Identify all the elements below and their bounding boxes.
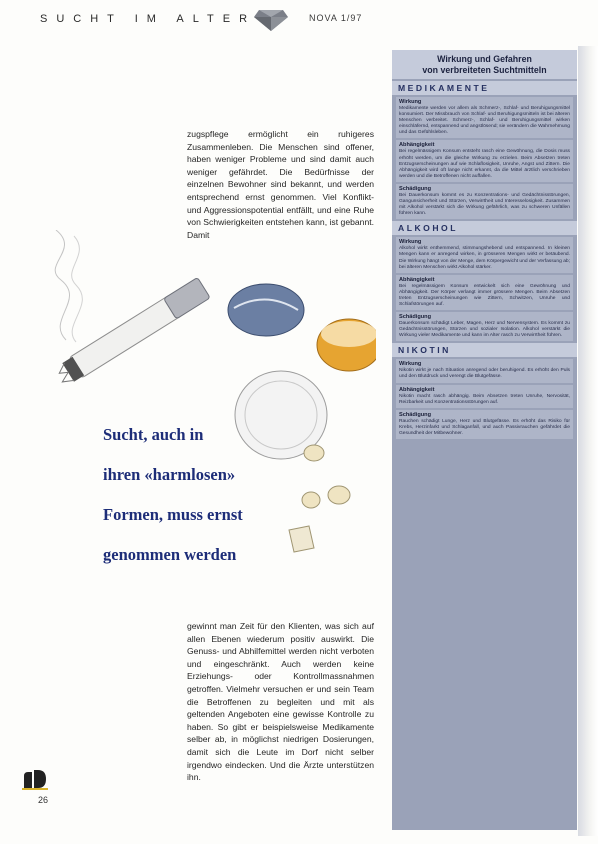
issue-label: NOVA 1/97 — [309, 13, 363, 23]
block-heading: Schädigung — [399, 411, 432, 418]
sidebar-title-line: Wirkung und Gefahren — [437, 54, 532, 64]
sidebar-title-line: von verbreiteten Suchtmitteln — [422, 65, 547, 75]
block-heading: Abhängigkeit — [399, 276, 435, 283]
diamond-emblem-icon — [253, 8, 289, 32]
info-block — [396, 140, 573, 181]
headline — [103, 425, 333, 585]
info-block — [396, 410, 573, 439]
headline-line: genommen werden — [103, 545, 237, 564]
body-paragraph-top: zugspflege ermöglicht ein ruhigeres Zusammenleben. Die Menschen sind offener, haben weniger Probleme und sind damit auch weniger gefährdet. Die Bedürfnisse der einzelnen Bewohner sind bekannt, und werden entsprechend ernst genommen. Viel Konflikt- und Aggressionspotential entfällt, und eine Ruhe von Schwierigkeiten entstehen kann, ist gebannt. Damit — [187, 129, 374, 240]
info-block — [396, 385, 573, 408]
category-band: MEDIKAMENTE — [392, 81, 577, 95]
block-text: Bei regelmässigem Konsum entsteht rasch eine Gewöhnung, die Dosis muss erhöht werden, um die gleiche Wirkung zu erzielen. Beim Absetzen treten Entzugserscheinungen auf wie Schlaflosigkeit, Unruhe, Angst und Zittern. Die Abhängigkeit wird oft lange nicht erkannt, da die Mittel ärztlich verschrieben werden und die Betroffenen nicht auffallen. — [399, 149, 570, 179]
block-heading: Abhängigkeit — [399, 386, 435, 393]
category-band: ALKOHOL — [392, 221, 577, 235]
info-block — [396, 237, 573, 272]
block-text: Rauchen schädigt Lunge, Herz und Blutgefässe. Es erhöht das Risiko für Krebs, Herzinfarkt und Schlaganfall, und auch Passivrauchen gefährdet die Gesundheit der Mitbewohner. — [399, 418, 570, 436]
info-sidebar — [392, 50, 577, 830]
category-band: NIKOTIN — [392, 343, 577, 357]
info-block — [396, 312, 573, 341]
headline-line: Sucht, auch in — [103, 425, 204, 444]
block-heading: Schädigung — [399, 314, 432, 321]
headline-line: ihren «harmlosen» — [103, 465, 236, 484]
sidebar-section-nikotin — [392, 343, 577, 439]
block-heading: Wirkung — [399, 239, 422, 246]
block-heading: Abhängigkeit — [399, 142, 435, 149]
body-paragraph-bottom: gewinnt man Zeit für den Klienten, was sich auf allen Ebenen wiederum positiv auswirkt. Die Genuss- und Abhilfemittel werden nicht verboten und eingeschränkt. Auch werden keine Erziehungs- oder Kontrollmassnahmen getroffen. Vielmehr versuchen er und sein Team die Betroffenen zu begleiten und mit als geltenden Angeboten eine gewisse Kontrolle zu haben. So gibt er beispielsweise Medikamente selber ab, in möglichst niedrigen Dosierungen, damit sich die Leute im Dorf nicht selber irgendwo eindecken. Und die Ärzte unterstützen ihn. — [187, 621, 374, 783]
info-block — [396, 97, 573, 138]
block-heading: Wirkung — [399, 99, 422, 105]
page-number: 26 — [38, 795, 49, 805]
publisher-logo-icon — [22, 768, 48, 790]
info-block — [396, 359, 573, 382]
info-block — [396, 184, 573, 219]
block-heading: Schädigung — [399, 185, 432, 192]
block-text: Alkohol wirkt enthemmend, stimmungshebend und entspannend. In kleinen Mengen kann er anregend wirken, in grösseren Mengen wirkt er betäubend. Die Wirkung hängt von der Menge, dem Körpergewicht und der Verfassung ab; bei älteren Menschen wirkt Alkohol stärker. — [399, 246, 570, 270]
block-text: Nikotin wirkt je nach Situation anregend oder beruhigend. Es erhöht den Puls und den Blutdruck und verengt die Blutgefässe. — [399, 368, 570, 380]
section-title: SUCHT IM ALTER — [40, 13, 257, 25]
block-heading: Wirkung — [399, 361, 422, 368]
page-edge-shadow — [578, 46, 598, 836]
block-text: Medikamente werden vor allem als Schmerz-, Schlaf- und Beruhigungsmittel konsumiert. Der Missbrauch von Schlaf- und Beruhigungsmitteln ist bei älteren Menschen verbreitet. Schmerz-, Schlaf- und Beruhigungsmittel wirken einschläfernd, entspannend und angstlösend; sie verändern die Wahrnehmung und das Gefühlsleben. — [399, 106, 570, 136]
block-text: Nikotin macht rasch abhängig. Beim Absetzen treten Unruhe, Nervosität, Reizbarkeit und Konzentrationsstörungen auf. — [399, 393, 570, 405]
sidebar-section-medikamente — [392, 81, 577, 219]
block-text: Bei regelmässigem Konsum entwickelt sich eine Gewöhnung und Abhängigkeit. Der Körper verlangt immer grössere Mengen. Beim Absetzen treten Entzugserscheinungen wie Zittern, Schwitzen, Unruhe und Schlafstörungen auf. — [399, 283, 570, 307]
sidebar-title — [392, 50, 577, 79]
headline-line: Formen, muss ernst — [103, 505, 243, 524]
info-block — [396, 275, 573, 310]
block-text: Bei Dauerkonsum kommt es zu Konzentrations- und Gedächtnisstörungen, Gangunsicherheit und Stürzen, Verwirrtheit und Interesselosigkeit. Zusammen mit Alkohol verstärkt sich die Wirkung gefährlich, was zu schweren Unfällen führen kann. — [399, 192, 570, 217]
block-text: Dauerkonsum schädigt Leber, Magen, Herz und Nervensystem. Es kommt zu Gedächtnisstörungen, Stürzen und sozialer Isolation. Alkohol verstärkt die Wirkung vieler Medikamente und kann im Alter rasch zu Verwirrtheit führen. — [399, 321, 570, 339]
sidebar-section-alkohol — [392, 221, 577, 341]
